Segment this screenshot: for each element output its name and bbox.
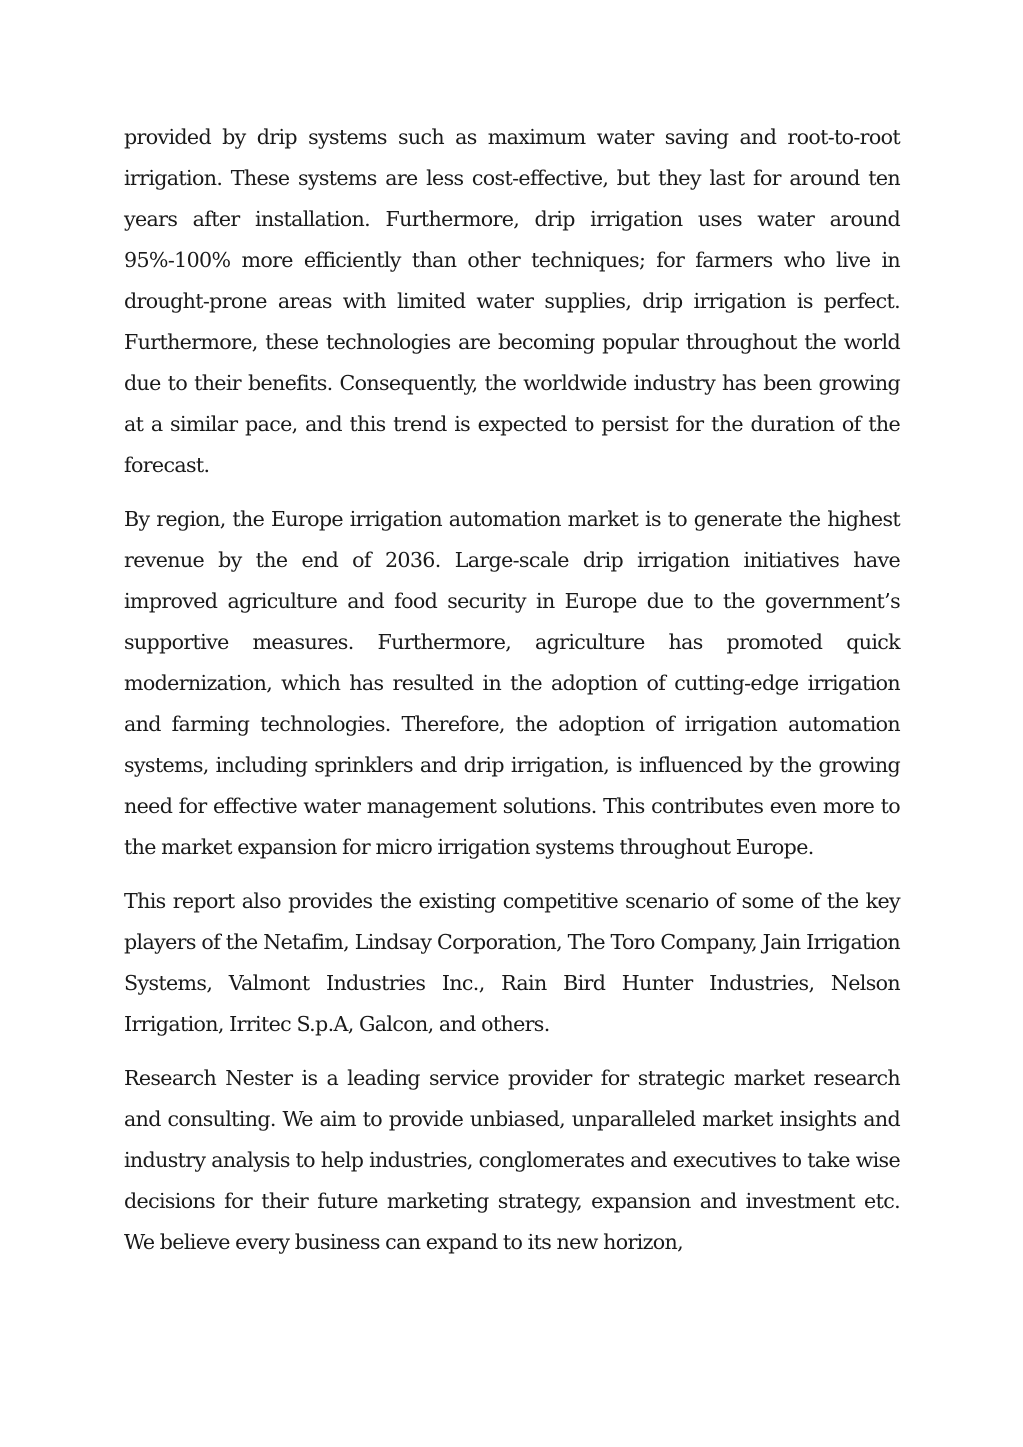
paragraph-europe-region: By region, the Europe irrigation automation market is to generate the highest revenue by the end of 2036. Large-scale drip irrigation initiatives have improved agriculture and food security in Europe due to the government’s supportive measures. Furthermore, agriculture has promoted quick modernization, which has resulted in the adoption of cutting-edge irrigation and farming technologies. Therefore, the adoption of irrigation automation systems, including sprinklers and drip irrigation, is influenced by the growing need for effective water management solutions. This contributes even more to the market expansion for micro irrigation systems throughout Europe. <box>124 507 900 859</box>
paragraph-key-players: This report also provides the existing competitive scenario of some of the key players of the Netafim, Lindsay Corporation, The Toro Company, Jain Irrigation Systems, Valmont Industries Inc., Rain Bird Hunter Industries, Nelson Irrigation, Irritec S.p.A, Galcon, and others. <box>124 889 900 1036</box>
document-page <box>124 117 900 1263</box>
paragraph-research-nester: Research Nester is a leading service provider for strategic market research and consulting. We aim to provide unbiased, unparalleled market insights and industry analysis to help industries, conglomerates and executives to take wise decisions for their future marketing strategy, expansion and investment etc. We believe every business can expand to its new horizon, <box>124 1066 900 1254</box>
paragraph-drip-systems: provided by drip systems such as maximum water saving and root-to-root irrigation. These systems are less cost-effective, but they last for around ten years after installation. Furthermore, drip irrigation uses water around 95%-100% more efficiently than other techniques; for farmers who live in drought-prone areas with limited water supplies, drip irrigation is perfect. Furthermore, these technologies are becoming popular throughout the world due to their benefits. Consequently, the worldwide industry has been growing at a similar pace, and this trend is expected to persist for the duration of the forecast. <box>124 125 900 477</box>
